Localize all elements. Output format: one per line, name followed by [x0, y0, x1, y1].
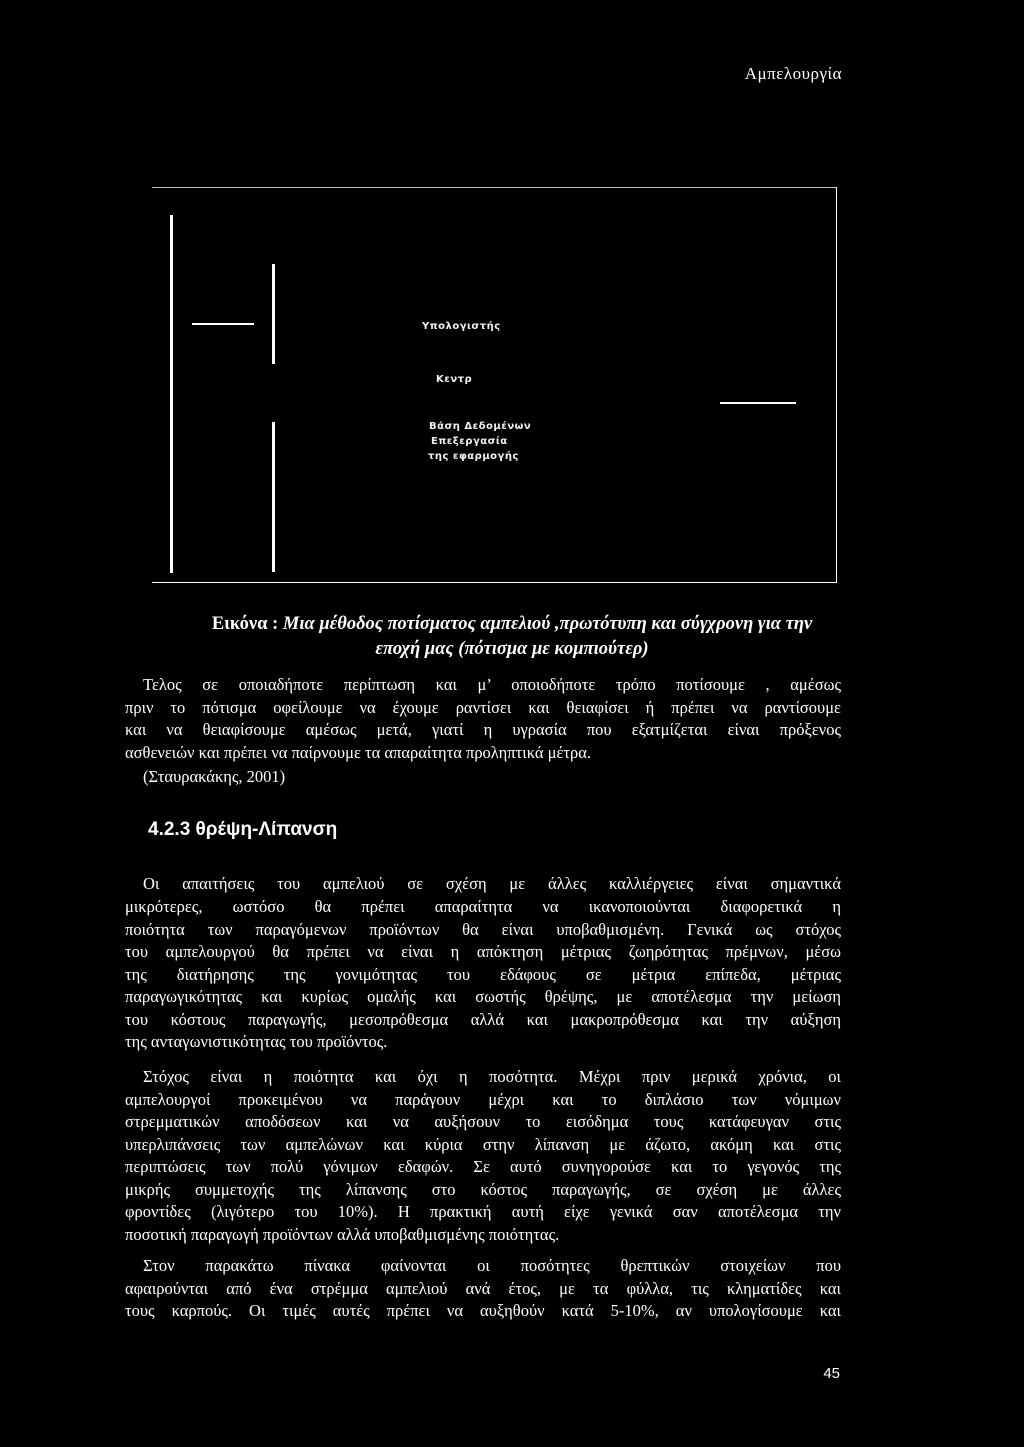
figure-label-processing: Επεξεργασία [431, 436, 508, 447]
paragraph-2-line: του αμπελουργού θα πρέπει να είναι η απόκτηση μέτριας ζωηρότητας πρέμνων, μέσω [125, 942, 841, 961]
paragraph-3-line: Στόχος είναι η ποιότητα και όχι η ποσότητα. Μέχρι πριν μερικά χρόνια, οι [143, 1067, 841, 1086]
paragraph-3-cont [125, 1089, 841, 1247]
citation: (Σταυρακάκης, 2001) [143, 767, 286, 786]
figure-connector-line [192, 323, 254, 325]
paragraph-3-line: φροντίδες (λιγότερο του 10%). Η πρακτική αυτή είχε γενικά σαν αποτέλεσμα την [125, 1202, 841, 1221]
paragraph-3-line: ποσοτική παραγωγή προϊόντων αλλά υποβαθμισμένης ποιότητας. [125, 1224, 560, 1244]
paragraph-3-line: στρεμματικών αποδόσεων και να αυξήσουν το εισόδημα τους κατάφευγαν στις [125, 1112, 841, 1131]
paragraph-1-line: πριν το πότισμα οφείλουμε να έχουμε ραντίσει και θειαφίσει ή πρέπει να ραντίσουμε [125, 697, 841, 717]
figure-label-application: της εφαρμογής [428, 451, 519, 462]
irrigation-figure [152, 187, 837, 583]
figure-caption [0, 612, 1024, 662]
figure-left-line [170, 215, 173, 573]
paragraph-2 [143, 873, 841, 896]
paragraph-2-line: Οι απαιτήσεις του αμπελιού σε σχέση με άλλες καλλιέργειες είναι σημαντικά [143, 874, 841, 893]
figure-label-database: Βάση Δεδομένων [429, 421, 532, 432]
paragraph-4-line: Στον παρακάτω πίνακα φαίνονται οι ποσότητες θρεπτικών στοιχείων που [143, 1256, 841, 1275]
paragraph-4-line: αφαιρούνται από ένα στρέμμα αμπελιού ανά έτος, με τα φύλλα, τις κληματίδες και [125, 1278, 841, 1298]
paragraph-1-citation [143, 766, 859, 789]
paragraph-1-line: και να θειαφίσουμε αμέσως μετά, γιατί η υγρασία που εξατμίζεται είναι πρόξενος [125, 720, 841, 739]
paragraph-3-line: περιπτώσεις των πολύ γόνιμων εδαφών. Σε αυτό συνηγορούσε και το γεγονός της [125, 1157, 841, 1176]
paragraph-1-line: ασθενειών και πρέπει να παίρνουμε τα απαραίτητα προληπτικά μέτρα. [125, 742, 592, 762]
paragraph-2-line: παραγωγικότητας και κυρίως ομαλής και σωστής θρέψης, με αποτέλεσμα την μείωση [125, 987, 841, 1006]
figure-top-border [152, 187, 836, 188]
paragraph-2-line: της διατήρησης της γονιμότητας του εδάφους σε μέτρια επίπεδα, μέτριας [125, 964, 841, 984]
paragraph-1-cont [125, 697, 841, 765]
paragraph-2-line: της ανταγωνιστικότητας του προϊόντος. [125, 1032, 388, 1051]
paragraph-2-line: μικρότερες, ωστόσο θα πρέπει απαραίτητα να ικανοποιούνται διαφορετικά η [125, 897, 841, 916]
paragraph-3-line: μικρής συμμετοχής της λίπανσης στο κόστος παραγωγής, σε σχέση με άλλες [125, 1179, 841, 1199]
caption-text: Μια μέθοδος ποτίσματος αμπελιού ,πρωτότυπη και σύγχρονη για την [282, 614, 813, 634]
paragraph-3-line: υπερλιπάνσεις των αμπελώνων και κύρια στην λίπανση με άζωτο, ακόμη και στις [125, 1134, 841, 1154]
section-title: 4.2.3 θρέψη-Λίπανση [148, 819, 338, 840]
figure-label-center: Κεντρ [436, 374, 473, 385]
page-number: 45 [823, 1365, 840, 1382]
figure-label-computer: Υπολογιστής [422, 321, 501, 332]
paragraph-3-line: αμπελουργοί προκειμένου να παράγουν μέχρι και το διπλάσιο των νόμιμων [125, 1089, 841, 1109]
figure-center-line-lower [272, 422, 275, 572]
running-header: Αμπελουργία [744, 64, 842, 83]
caption-line-2: εποχή μας (πότισμα με κομπιούτερ) [375, 639, 649, 659]
paragraph-2-cont [125, 896, 841, 1054]
paragraph-2-line: ποιότητα των παραγόμενων προϊόντων θα είναι υποβαθμισμένη. Γενικά ως στόχος [125, 919, 841, 939]
figure-center-line [272, 264, 275, 364]
figure-right-connector-line [720, 402, 796, 404]
caption-line-1 [0, 612, 1024, 637]
paragraph-1 [143, 674, 841, 697]
paragraph-1-line: Τελος σε οποιαδήποτε περίπτωση και μ’ οποιοδήποτε τρόπο ποτίσουμε , αμέσως [143, 675, 841, 694]
paragraph-4-line: τους καρπούς. Οι τιμές αυτές πρέπει να αυξηθούν κατά 5-10%, αν υπολογίσουμε και [125, 1301, 841, 1320]
paragraph-2-line: του κόστους παραγωγής, μεσοπρόθεσμα αλλά και μακροπρόθεσμα και την αύξηση [125, 1009, 841, 1029]
caption-lead: Εικόνα : [211, 614, 283, 634]
paragraph-4-cont [125, 1278, 841, 1323]
paragraph-3 [143, 1066, 841, 1089]
paragraph-4 [143, 1255, 841, 1278]
